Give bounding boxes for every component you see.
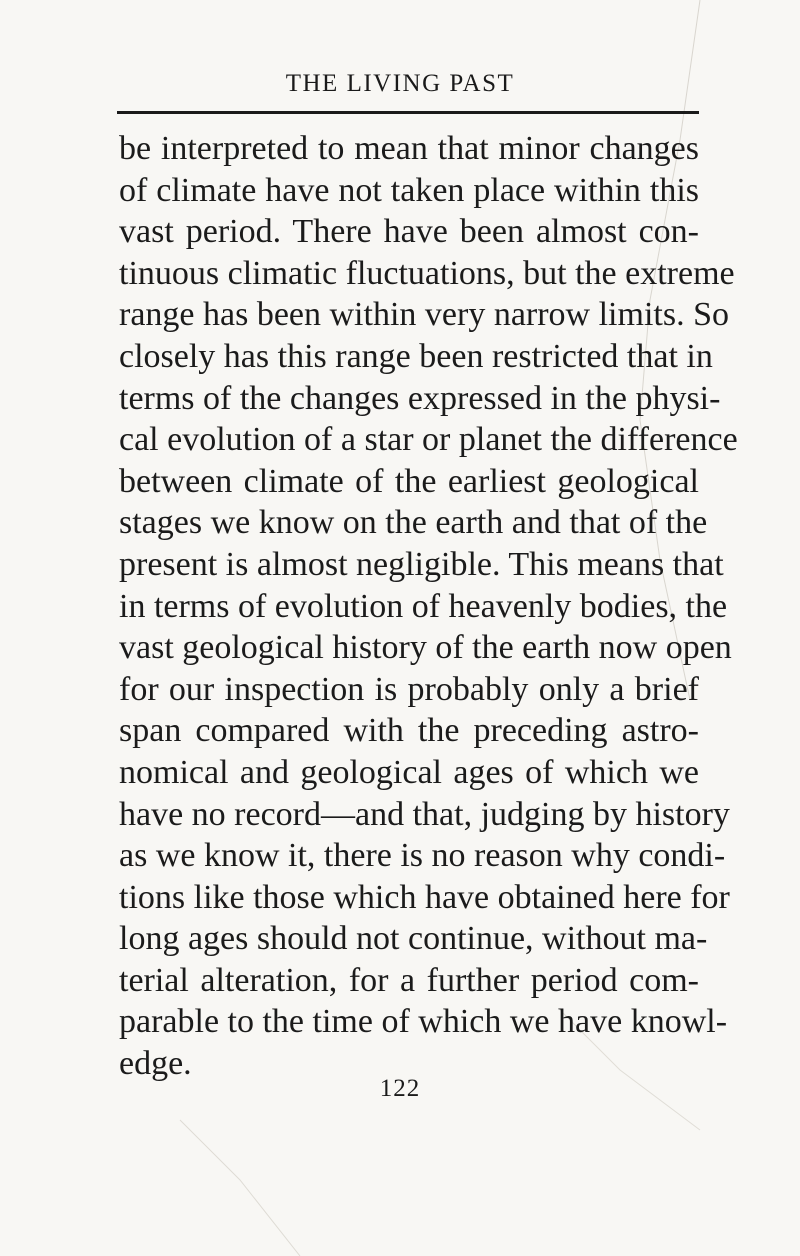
text-line: have no record—and that, judging by history	[119, 795, 730, 833]
text-line: present is almost negligible. This means that	[119, 545, 724, 583]
text-line: edge.	[119, 1045, 192, 1083]
text-line: terial alteration, for a further period com-	[119, 961, 699, 999]
page-number: 122	[379, 1075, 421, 1102]
header-rule	[117, 111, 699, 114]
text-line: between climate of the earliest geological	[119, 462, 699, 500]
text-line: as we know it, there is no reason why condi-	[119, 837, 726, 875]
text-line: parable to the time of which we have knowl-	[119, 1003, 728, 1041]
text-line: tions like those which have obtained here for	[119, 878, 730, 916]
text-line: nomical and geological ages of which we	[119, 753, 699, 791]
text-line: range has been within very narrow limits. So	[119, 296, 729, 334]
text-line: cal evolution of a star or planet the difference	[119, 421, 738, 459]
text-line: of climate have not taken place within this	[119, 171, 699, 209]
running-head: THE LIVING PAST	[285, 70, 515, 97]
text-line: closely has this range been restricted that in	[119, 337, 713, 375]
text-line: vast period. There have been almost con-	[119, 213, 699, 251]
text-line: terms of the changes expressed in the physi-	[119, 379, 721, 417]
text-line: stages we know on the earth and that of the	[119, 504, 708, 542]
text-line: be interpreted to mean that minor changes	[119, 130, 699, 167]
text-line: span compared with the preceding astro-	[119, 712, 699, 750]
text-line: for our inspection is probably only a brief	[119, 670, 699, 708]
text-line: long ages should not continue, without ma-	[119, 920, 708, 958]
body-text	[119, 128, 738, 1085]
text-line: tinuous climatic fluctuations, but the extreme	[119, 254, 735, 292]
text-line: vast geological history of the earth now open	[119, 629, 732, 667]
text-line: in terms of evolution of heavenly bodies, the	[119, 587, 728, 625]
